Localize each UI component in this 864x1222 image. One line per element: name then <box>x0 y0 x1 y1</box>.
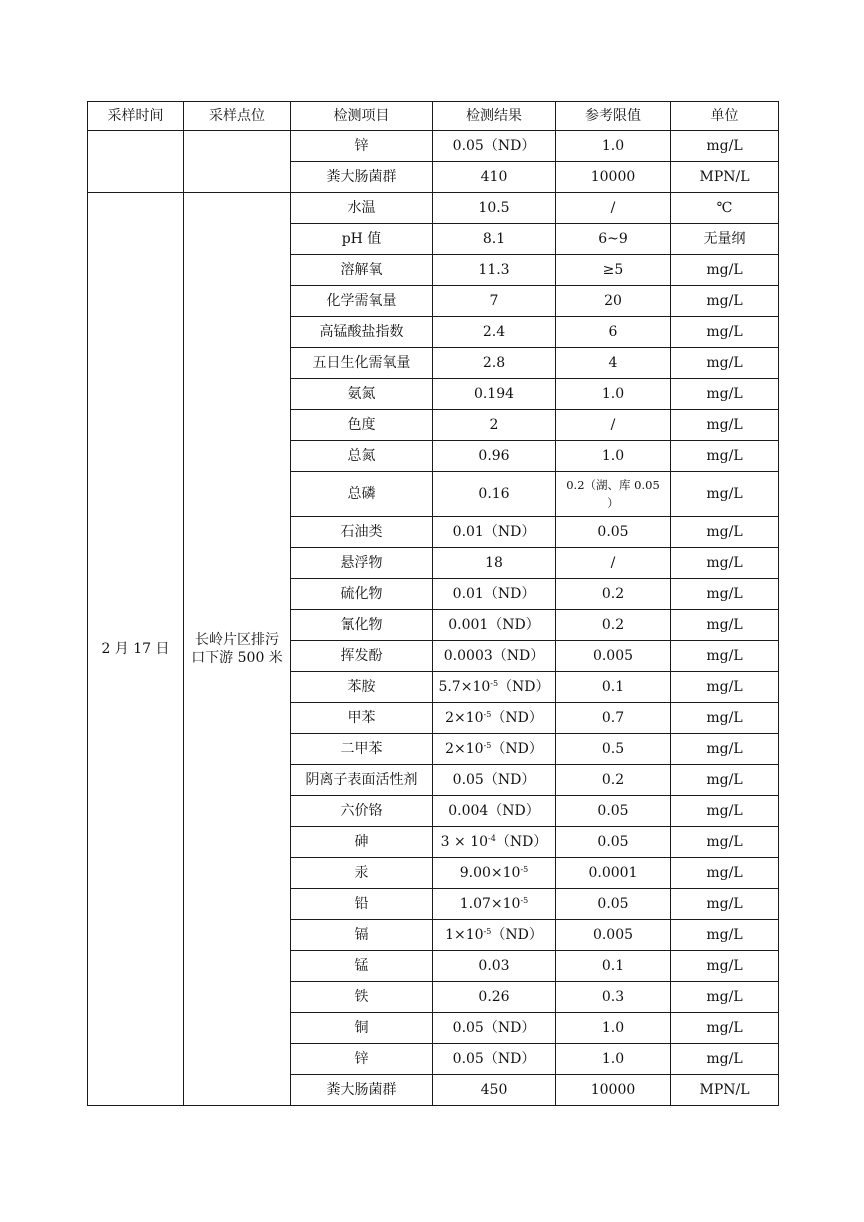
limit-cell <box>556 472 671 517</box>
limit-cell: 1.0 <box>556 1044 671 1075</box>
unit-cell: MPN/L <box>671 162 779 193</box>
test-item-cell: 粪大肠菌群 <box>291 1075 433 1106</box>
result-cell: 0.004（ND） <box>433 796 556 827</box>
test-item-cell: 高锰酸盐指数 <box>291 317 433 348</box>
unit-cell: mg/L <box>671 472 779 517</box>
limit-cell: 0.0001 <box>556 858 671 889</box>
test-item-cell: 色度 <box>291 410 433 441</box>
result-cell: 0.26 <box>433 982 556 1013</box>
test-item-cell: 氨氮 <box>291 379 433 410</box>
result-cell: 7 <box>433 286 556 317</box>
limit-cell: 0.2 <box>556 765 671 796</box>
result-cell: 10.5 <box>433 193 556 224</box>
unit-cell: mg/L <box>671 348 779 379</box>
result-cell: 18 <box>433 548 556 579</box>
result-mantissa: 5.7×10 <box>438 679 491 695</box>
result-mantissa: 2×10 <box>445 710 484 726</box>
limit-cell: / <box>556 410 671 441</box>
unit-cell: mg/L <box>671 672 779 703</box>
result-cell: 0.0003（ND） <box>433 641 556 672</box>
limit-cell: 0.5 <box>556 734 671 765</box>
test-item-cell: 二甲苯 <box>291 734 433 765</box>
result-mantissa: 3 × 10 <box>440 834 489 850</box>
unit-cell: mg/L <box>671 982 779 1013</box>
limit-cell: 1.0 <box>556 379 671 410</box>
result-nd-suffix: （ND） <box>495 834 548 850</box>
result-cell: 8.1 <box>433 224 556 255</box>
unit-cell: mg/L <box>671 951 779 982</box>
unit-cell: mg/L <box>671 610 779 641</box>
result-nd-suffix: （ND） <box>491 927 543 943</box>
test-item-cell: 铁 <box>291 982 433 1013</box>
result-cell: 0.01（ND） <box>433 517 556 548</box>
test-item-cell: 锰 <box>291 951 433 982</box>
limit-cell: / <box>556 548 671 579</box>
result-nd-suffix: （ND） <box>498 679 550 695</box>
unit-cell: mg/L <box>671 255 779 286</box>
result-cell: 0.96 <box>433 441 556 472</box>
result-cell: 0.05（ND） <box>433 765 556 796</box>
test-item-cell: 铅 <box>291 889 433 920</box>
test-item-cell: 甲苯 <box>291 703 433 734</box>
unit-cell: mg/L <box>671 765 779 796</box>
unit-cell: mg/L <box>671 641 779 672</box>
unit-cell: mg/L <box>671 379 779 410</box>
limit-cell: 6~9 <box>556 224 671 255</box>
unit-cell: mg/L <box>671 131 779 162</box>
limit-cell: / <box>556 193 671 224</box>
result-cell <box>433 703 556 734</box>
unit-cell: mg/L <box>671 1044 779 1075</box>
limit-line-2: ） <box>607 496 619 510</box>
limit-cell: 0.1 <box>556 951 671 982</box>
unit-cell: mg/L <box>671 796 779 827</box>
unit-cell: 无量纲 <box>671 224 779 255</box>
test-item-cell: 粪大肠菌群 <box>291 162 433 193</box>
unit-cell: mg/L <box>671 1013 779 1044</box>
result-cell: 0.194 <box>433 379 556 410</box>
result-mantissa: 9.00×10 <box>459 865 521 881</box>
result-cell <box>433 827 556 858</box>
limit-cell: 1.0 <box>556 1013 671 1044</box>
header-reference-limit: 参考限值 <box>556 102 671 131</box>
result-exponent: -5 <box>520 865 529 874</box>
unit-cell: mg/L <box>671 920 779 951</box>
test-item-cell: 总氮 <box>291 441 433 472</box>
result-mantissa: 1.07×10 <box>459 896 521 912</box>
unit-cell: mg/L <box>671 410 779 441</box>
sampling-site-cell <box>184 193 291 1106</box>
result-cell <box>433 734 556 765</box>
test-item-cell: 水温 <box>291 193 433 224</box>
unit-cell: mg/L <box>671 548 779 579</box>
limit-cell: 1.0 <box>556 131 671 162</box>
result-cell: 0.001（ND） <box>433 610 556 641</box>
result-cell: 2.8 <box>433 348 556 379</box>
result-cell: 0.01（ND） <box>433 579 556 610</box>
limit-cell: 0.005 <box>556 920 671 951</box>
limit-cell: 0.1 <box>556 672 671 703</box>
unit-cell: mg/L <box>671 579 779 610</box>
test-item-cell: 砷 <box>291 827 433 858</box>
header-unit: 单位 <box>671 102 779 131</box>
table-row <box>88 193 779 224</box>
limit-cell: 4 <box>556 348 671 379</box>
header-row <box>88 102 779 131</box>
unit-cell: mg/L <box>671 703 779 734</box>
unit-cell: mg/L <box>671 827 779 858</box>
limit-cell: 6 <box>556 317 671 348</box>
result-nd-suffix: （ND） <box>491 741 543 757</box>
unit-cell: mg/L <box>671 441 779 472</box>
limit-cell: 0.2 <box>556 610 671 641</box>
result-cell: 0.03 <box>433 951 556 982</box>
unit-cell: ℃ <box>671 193 779 224</box>
unit-cell: mg/L <box>671 889 779 920</box>
result-cell: 2.4 <box>433 317 556 348</box>
header-sampling-site: 采样点位 <box>184 102 291 131</box>
test-item-cell: 五日生化需氧量 <box>291 348 433 379</box>
test-item-cell: 溶解氧 <box>291 255 433 286</box>
test-item-cell: 悬浮物 <box>291 548 433 579</box>
result-cell: 410 <box>433 162 556 193</box>
result-mantissa: 1×10 <box>445 927 484 943</box>
result-cell: 0.05（ND） <box>433 131 556 162</box>
limit-cell: 0.05 <box>556 796 671 827</box>
unit-cell: mg/L <box>671 517 779 548</box>
site-line-1: 长岭片区排污 <box>195 632 279 648</box>
sampling-time-cell <box>88 131 184 193</box>
test-item-cell: pH 值 <box>291 224 433 255</box>
limit-line-1: 0.2（湖、库 0.05 <box>566 478 660 492</box>
result-cell <box>433 672 556 703</box>
header-test-item: 检测项目 <box>291 102 433 131</box>
test-item-cell: 汞 <box>291 858 433 889</box>
result-mantissa: 2×10 <box>445 741 484 757</box>
sampling-time-cell: 2 月 17 日 <box>88 193 184 1106</box>
limit-cell: 10000 <box>556 162 671 193</box>
unit-cell: mg/L <box>671 286 779 317</box>
result-cell: 11.3 <box>433 255 556 286</box>
result-cell: 0.05（ND） <box>433 1044 556 1075</box>
test-item-cell: 镉 <box>291 920 433 951</box>
result-exponent: -5 <box>520 896 529 905</box>
test-item-cell: 硫化物 <box>291 579 433 610</box>
limit-cell: 0.005 <box>556 641 671 672</box>
limit-cell: 0.7 <box>556 703 671 734</box>
unit-cell: mg/L <box>671 734 779 765</box>
result-exponent: -5 <box>483 741 492 750</box>
test-item-cell: 铜 <box>291 1013 433 1044</box>
result-cell <box>433 858 556 889</box>
limit-cell: ≥5 <box>556 255 671 286</box>
limit-cell: 0.05 <box>556 517 671 548</box>
test-item-cell: 锌 <box>291 1044 433 1075</box>
header-test-result: 检测结果 <box>433 102 556 131</box>
result-cell: 0.16 <box>433 472 556 517</box>
result-exponent: -5 <box>483 927 492 936</box>
sampling-site-cell <box>184 131 291 193</box>
result-cell <box>433 920 556 951</box>
limit-cell: 1.0 <box>556 441 671 472</box>
limit-cell: 0.3 <box>556 982 671 1013</box>
site-line-2: 口下游 500 米 <box>191 650 283 666</box>
table-row <box>88 131 779 162</box>
unit-cell: mg/L <box>671 317 779 348</box>
limit-cell: 0.05 <box>556 889 671 920</box>
header-sampling-time: 采样时间 <box>88 102 184 131</box>
limit-cell: 10000 <box>556 1075 671 1106</box>
unit-cell: MPN/L <box>671 1075 779 1106</box>
test-item-cell: 化学需氧量 <box>291 286 433 317</box>
result-cell: 2 <box>433 410 556 441</box>
monitoring-results-table <box>87 101 779 1106</box>
result-cell <box>433 889 556 920</box>
limit-cell: 20 <box>556 286 671 317</box>
test-item-cell: 锌 <box>291 131 433 162</box>
result-cell: 450 <box>433 1075 556 1106</box>
result-exponent: -5 <box>490 679 499 688</box>
result-nd-suffix: （ND） <box>491 710 543 726</box>
test-item-cell: 苯胺 <box>291 672 433 703</box>
result-exponent: -4 <box>488 834 496 843</box>
test-item-cell: 六价铬 <box>291 796 433 827</box>
limit-cell: 0.05 <box>556 827 671 858</box>
test-item-cell: 挥发酚 <box>291 641 433 672</box>
result-cell: 0.05（ND） <box>433 1013 556 1044</box>
result-exponent: -5 <box>483 710 492 719</box>
test-item-cell: 阴离子表面活性剂 <box>291 765 433 796</box>
limit-cell: 0.2 <box>556 579 671 610</box>
test-item-cell: 石油类 <box>291 517 433 548</box>
unit-cell: mg/L <box>671 858 779 889</box>
test-item-cell: 总磷 <box>291 472 433 517</box>
test-item-cell: 氰化物 <box>291 610 433 641</box>
